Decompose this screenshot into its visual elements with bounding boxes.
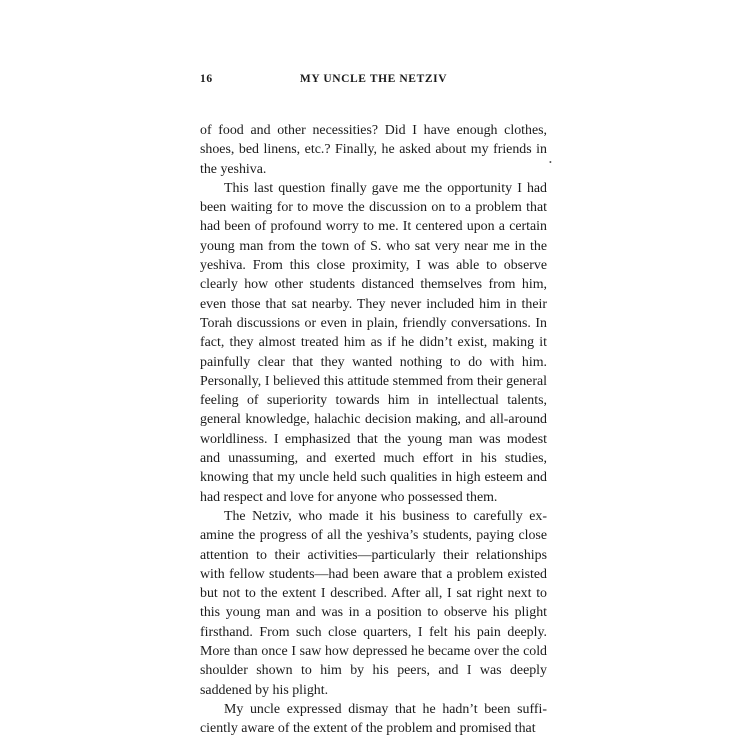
paragraph-continuation: of food and other necessities? Did I have enough clothes, shoes, bed linens, etc.? Finally, he asked about my friends in the yeshiva. [200,123,547,177]
page-number: 16 [200,73,213,85]
running-title: MY UNCLE THE NETZIV [299,73,448,85]
paragraph: The Netziv, who made it his business to carefully examine the progress of all the yeshiva’s students, paying close attention to their activities—particularly their relationships with fellow students—had been aware that a problem existed but not to the extent I described. After all, I sat right next to this young man and was in a position to observe his plight firsthand. From such close quarters, I felt his pain deeply. More than once I saw how depressed he became over the cold shoulder shown to him by his peers, and I was deeply saddened by his plight. [200,508,547,698]
running-head [200,73,547,87]
body-text [200,121,547,739]
paragraph: My uncle expressed dismay that he hadn’t been sufficiently aware of the extent of the problem and promised that [200,701,547,737]
paragraph: This last question finally gave me the opportunity I had been waiting for to move the discussion on to a problem that had been of profound worry to me. It centered upon a certain young man from the town of S. who sat very near me in the yeshiva. From this close proximity, I was able to observe clearly how other students distanced themselves from him, even those that sat nearby. They never included him in their Torah discussions or even in plain, friendly conversations. In fact, they almost treated him as if he didn’t exist, making it painfully clear that they wanted nothing to do with him. Personally, I believed this attitude stemmed from their general feeling of superiority towards him in intellectual talents, general knowledge, halachic decision making, and all-around worldliness. I emphasized that the young man was modest and unassuming, and exerted much effort in his studies, knowing that my uncle held such qualities in high esteem and had respect and love for anyone who possessed them. [200,180,547,505]
ink-speck: • [549,158,552,167]
